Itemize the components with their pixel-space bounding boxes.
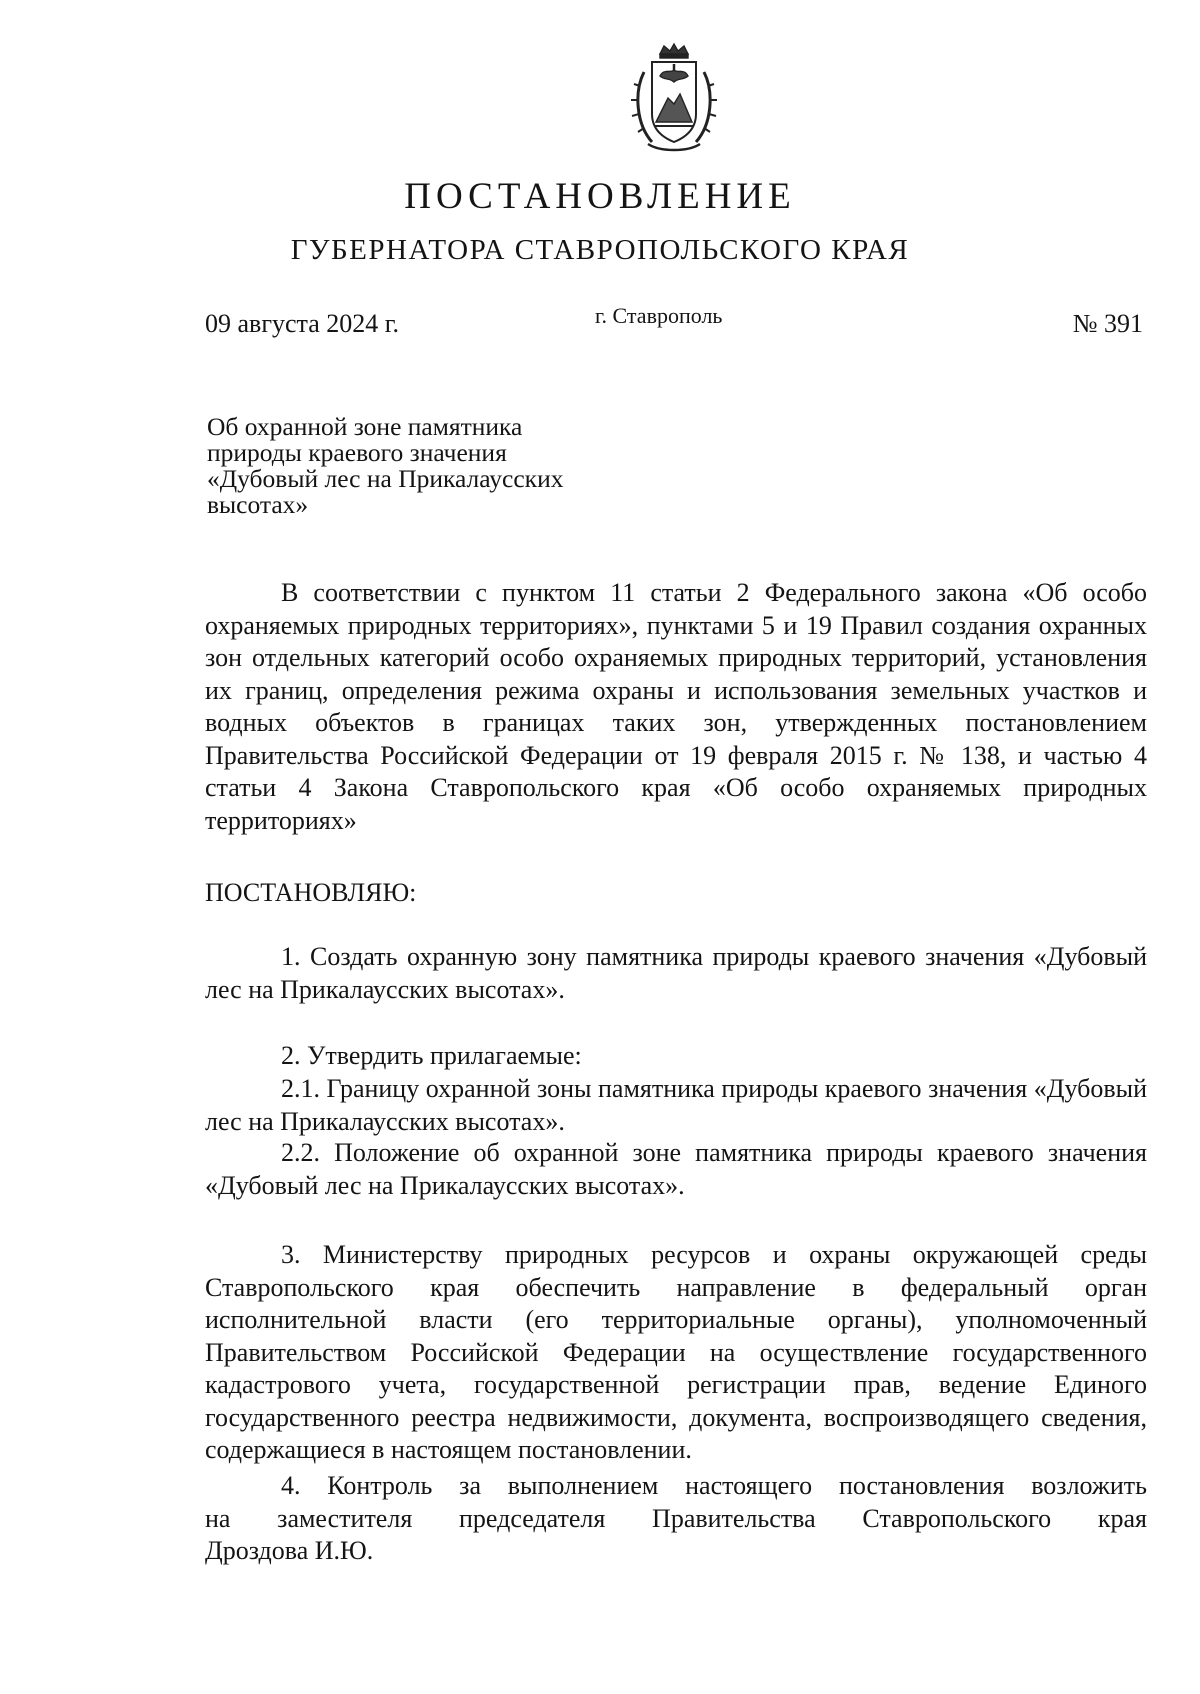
subject-line: природы краевого значения (207, 438, 507, 467)
document-subject (207, 414, 707, 518)
document-date: 09 августа 2024 г. (205, 309, 399, 338)
coat-of-arms-icon (630, 42, 718, 154)
item-1-paragraph: 1. Создать охранную зону памятника природы краевого значения «Дубовый лес на Прикалаусских высотах». (205, 942, 1147, 1004)
item-2-1-paragraph: 2.1. Границу охранной зоны памятника природы краевого значения «Дубовый лес на Прикалаусских высотах». (205, 1074, 1147, 1136)
item-2-2-paragraph: 2.2. Положение об охранной зоне памятника природы краевого значения «Дубовый лес на Прикалаусских высотах». (205, 1138, 1147, 1200)
item-4-line: 4. Контроль за выполнением настоящего постановления возложить (281, 1471, 1147, 1500)
document-number: № 391 (1072, 309, 1143, 338)
document-city: г. Ставрополь (595, 303, 723, 328)
item-4-paragraph (205, 1470, 1147, 1568)
item-3-paragraph: 3. Министерству природных ресурсов и охраны окружающей среды Ставропольского края обеспечить направление в федеральный орган исполнительной власти (его территориальные органы), уполномоченный Правительством Российской Федерации на осуществление государственного кадастрового учета, государственной регистрации прав, ведение Единого государственного реестра недвижимости, документа, воспроизводящего сведения, содержащиеся в настоящем постановлении. (205, 1240, 1147, 1464)
document-issuer: ГУБЕРНАТОРА СТАВРОПОЛЬСКОГО КРАЯ (290, 234, 910, 266)
preamble-paragraph: В соответствии с пунктом 11 статьи 2 Федерального закона «Об особо охраняемых природных территориях», пунктами 5 и 19 Правил создания охранных зон отдельных категорий особо охраняемых природных территорий, установления их границ, определения режима охраны и использования земельных участков и водных объектов в границах таких зон, утвержденных постановлением Правительства Российской Федерации от 19 февраля 2015 г. № 138, и частью 4 статьи 4 Закона Ставропольского края «Об особо охраняемых природных территориях» (205, 578, 1147, 835)
item-4-line: на заместителя председателя Правительства Ставропольского края (205, 1503, 1147, 1533)
document-title: ПОСТАНОВЛЕНИЕ (404, 176, 796, 217)
subject-line: Об охранной зоне памятника (207, 412, 523, 441)
subject-line: высотах» (207, 490, 309, 519)
item-4-line: Дроздова И.Ю. (205, 1536, 374, 1565)
item-2-paragraph: 2. Утвердить прилагаемые: (281, 1041, 582, 1070)
order-heading: ПОСТАНОВЛЯЮ: (205, 878, 417, 907)
subject-line: «Дубовый лес на Прикалаусских (207, 464, 564, 493)
